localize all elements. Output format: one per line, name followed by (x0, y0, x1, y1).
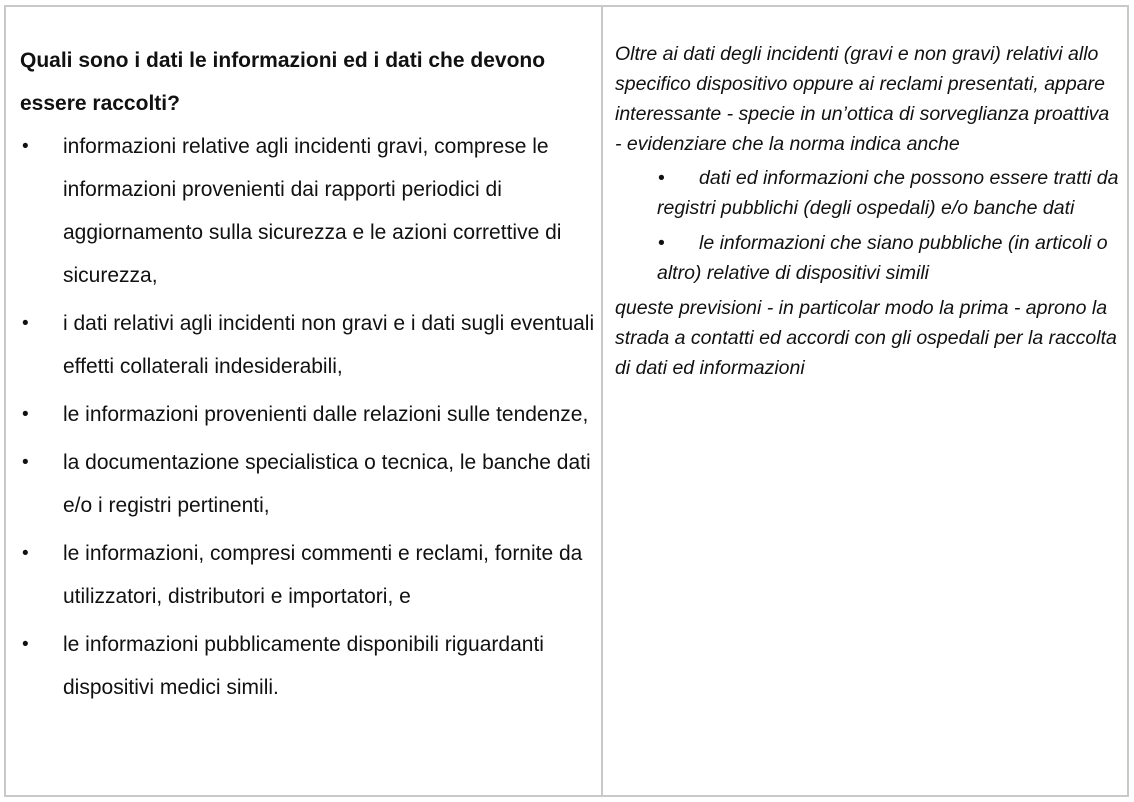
bullet-icon: • (658, 167, 665, 189)
comparison-table (4, 5, 1129, 797)
list-item (20, 623, 595, 709)
commentary-list (615, 163, 1121, 288)
bullet-icon: • (22, 634, 29, 655)
list-item (20, 302, 595, 388)
bullet-icon: • (22, 404, 29, 425)
bullet-icon: • (658, 232, 665, 254)
bullet-icon: • (22, 452, 29, 473)
list-item (615, 228, 1121, 288)
list-item-text: la documentazione specialistica o tecnica, le banche dati e/o i registri pertinenti, (63, 451, 591, 517)
collected-data-list (20, 125, 595, 709)
list-item (615, 163, 1121, 223)
list-item-text: le informazioni, compresi commenti e reclami, fornite da utilizzatori, distributori e importatori, e (63, 542, 583, 608)
column-divider (601, 7, 603, 795)
list-item-text: i dati relativi agli incidenti non gravi e i dati sugli eventuali effetti collaterali indesiderabili, (63, 312, 595, 378)
right-cell (615, 39, 1121, 383)
list-item-text: le informazioni che siano pubbliche (in articoli o altro) relative di dispositivi simili (657, 232, 1108, 284)
bullet-icon: • (22, 313, 29, 334)
list-item-text: le informazioni provenienti dalle relazioni sulle tendenze, (63, 403, 589, 426)
commentary-intro: Oltre ai dati degli incidenti (gravi e non gravi) relativi allo specifico dispositivo oppure ai reclami presentati, appare interessante - specie in un’ottica di sorveglianza proattiva - evidenziare che la norma indica anche (615, 43, 1110, 155)
bullet-icon: • (22, 543, 29, 564)
list-item (20, 393, 595, 436)
list-item-text: dati ed informazioni che possono essere tratti da registri pubblichi (degli ospedali) e/o banche dati (657, 167, 1119, 219)
list-item (20, 441, 595, 527)
left-cell (20, 39, 595, 714)
bullet-icon: • (22, 136, 29, 157)
list-item (20, 532, 595, 618)
question-heading: Quali sono i dati le informazioni ed i dati che devono essere raccolti? (20, 49, 546, 115)
commentary-conclusion: queste previsioni - in particolar modo la prima - aprono la strada a contatti ed accordi con gli ospedali per la raccolta di dati ed informazioni (615, 297, 1117, 379)
list-item-text: informazioni relative agli incidenti gravi, comprese le informazioni provenienti dai rapporti periodici di aggiornamento sulla sicurezza e le azioni correttive di sicurezza, (63, 135, 562, 287)
list-item-text: le informazioni pubblicamente disponibili riguardanti dispositivi medici simili. (63, 633, 544, 699)
list-item (20, 125, 595, 297)
